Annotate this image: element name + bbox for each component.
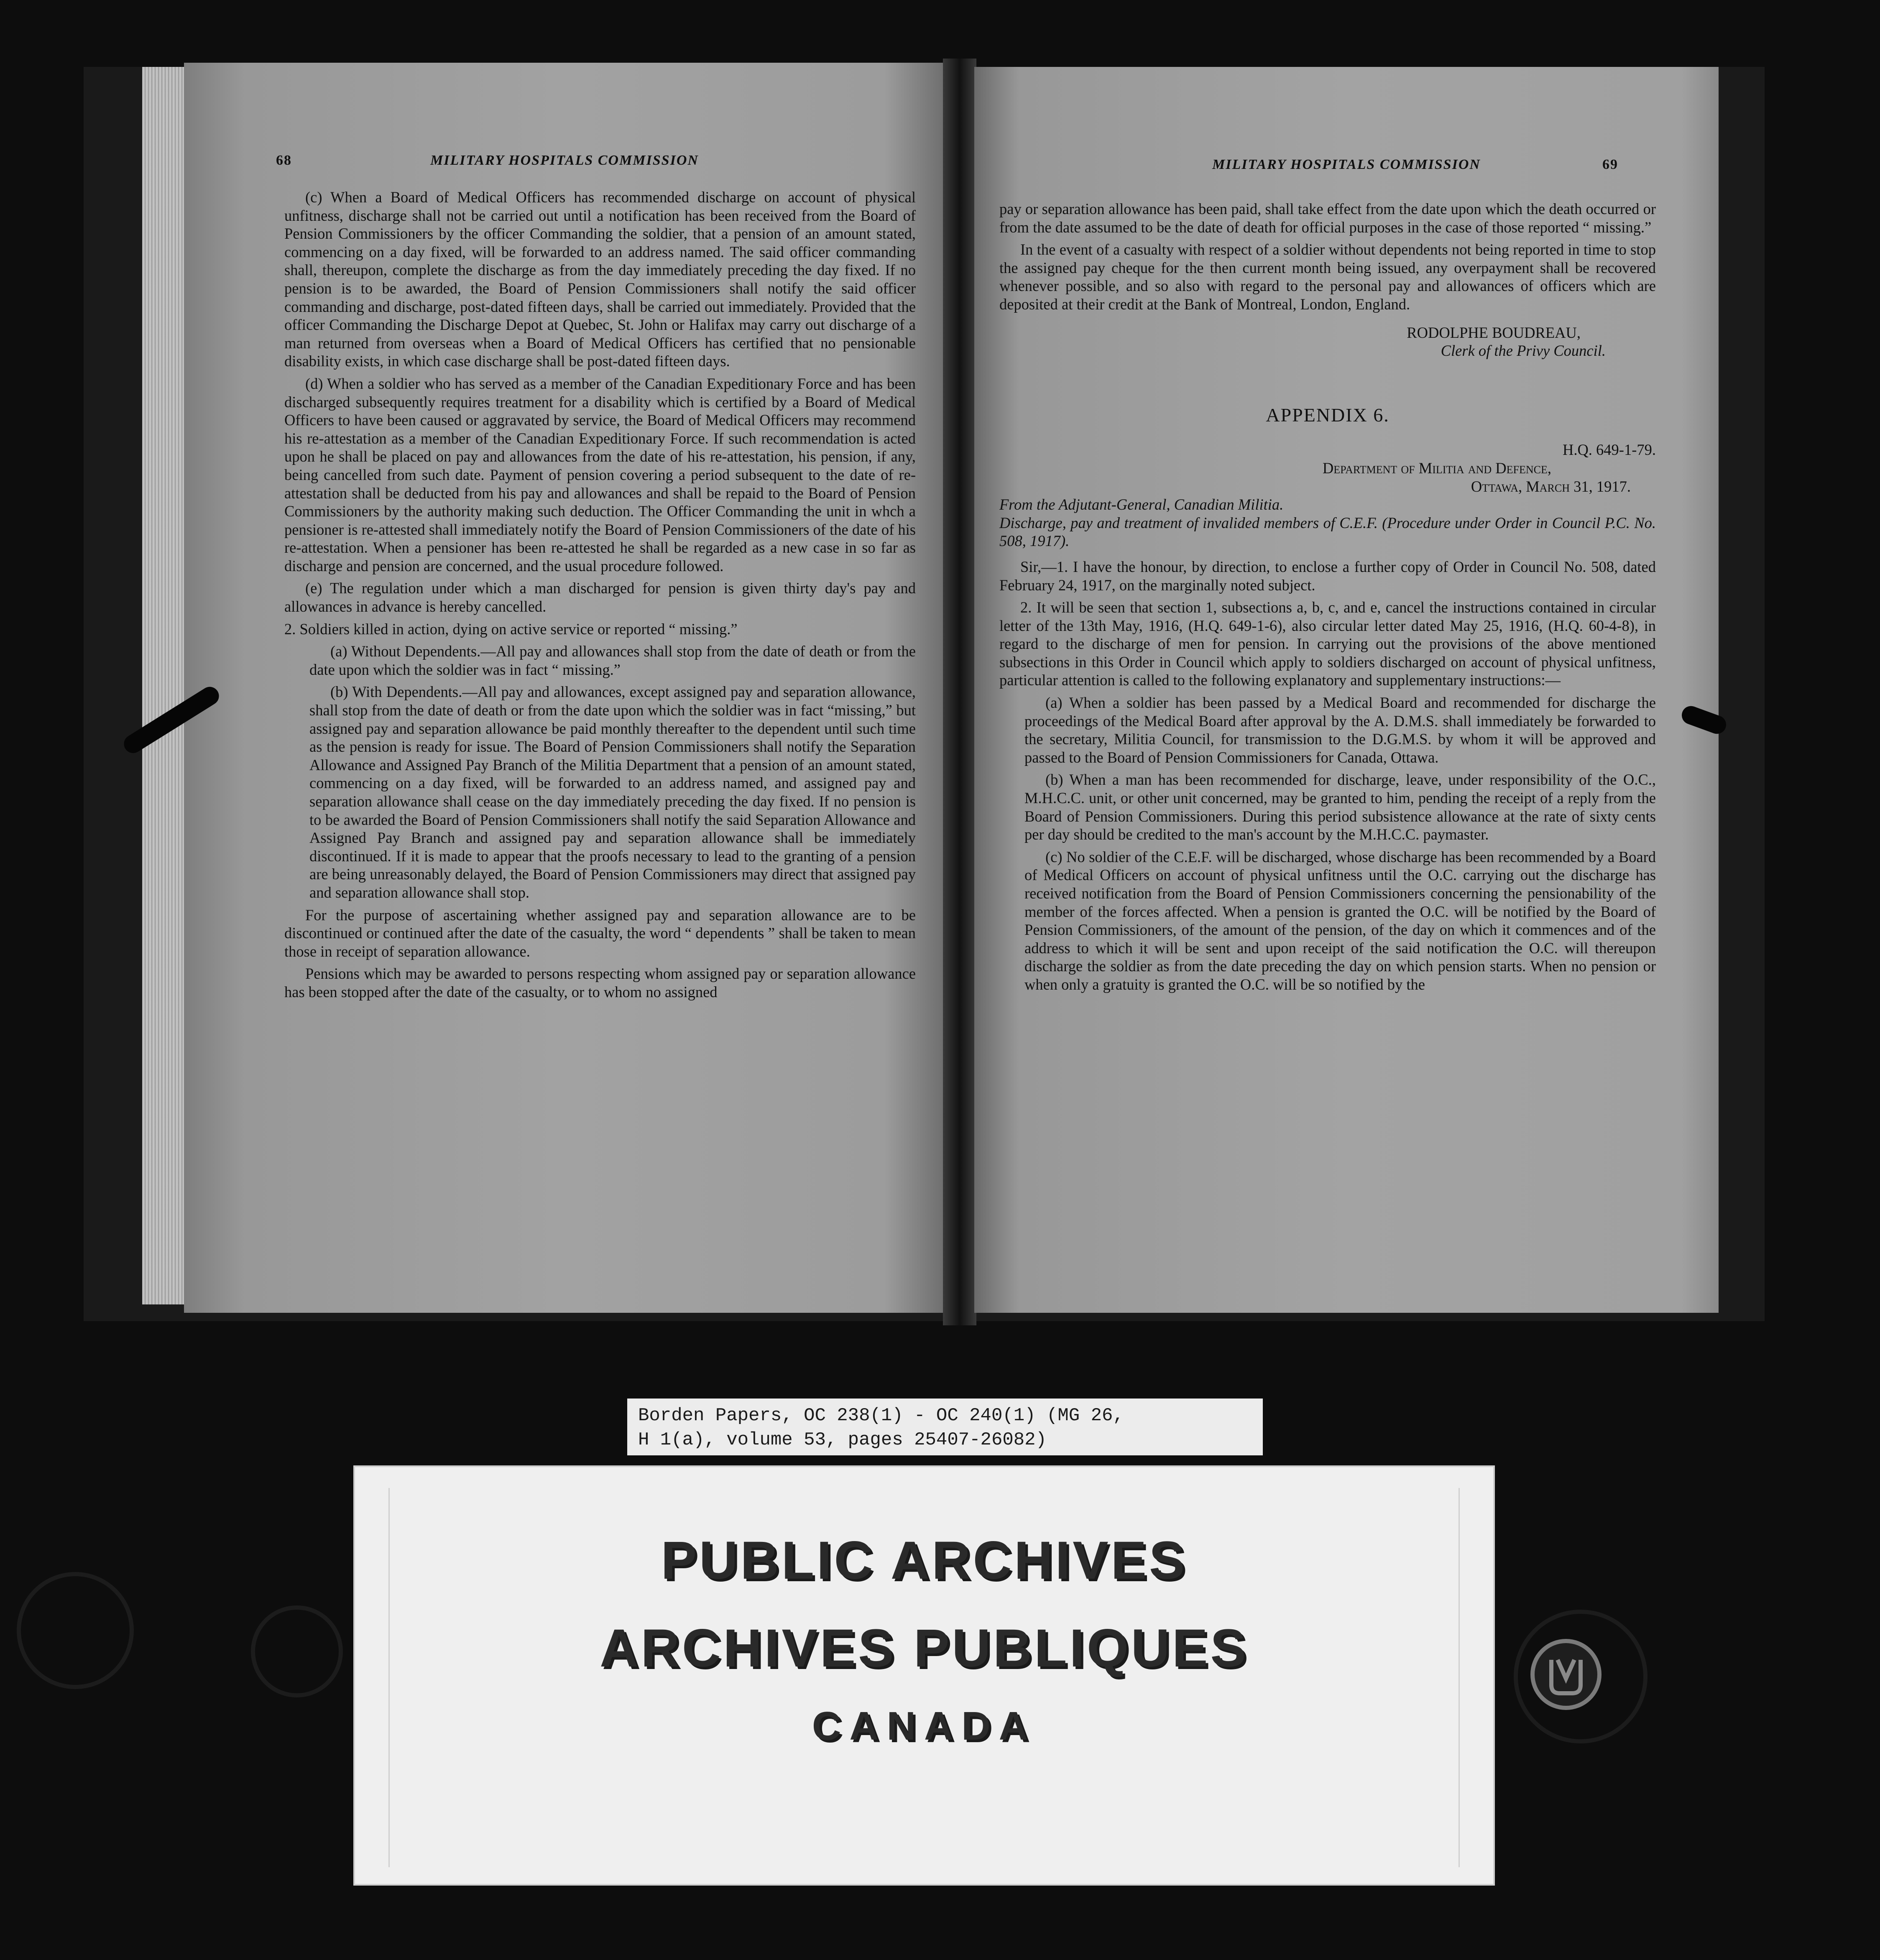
archive-title-en: PUBLIC ARCHIVES xyxy=(661,1531,1188,1590)
reference-line-2: H 1(a), volume 53, pages 25407-26082) xyxy=(638,1429,1047,1450)
book-gutter xyxy=(943,59,976,1325)
file-reference: H.Q. 649-1-79. xyxy=(1562,441,1656,459)
reference-label xyxy=(627,1399,1263,1455)
paragraph: (d) When a soldier who has served as a member of the Canadian Expeditionary Force and has been discharged subsequently requires treatment for a disability which is certified by a Board of Medical Officers to have been caused or aggravated by service, the Board of Medical Officers may recommend his re-attestation as a member of the Canadian Expeditionary Force. If such recommendation is acted upon he shall be placed on pay and allowances from the date of his re-attestation, his pension, if any, being cancelled from such date. Payment of pension covering a period subsequent to the date of re-attestation shall be deducted from his pay and allowances and shall be repaid to the Board of Pension Commissioners by the authority making such deduction. The Officer Commanding the unit in whch a pensioner is re-attested shall immediately notify the Board of Pension Commissioners of the date of his re-attestation. When a pensioner has been re-attested he shall be regarded as a new case in so far as discharge and pension are concerned, and the usual procedure followed. xyxy=(284,375,916,574)
background-ring-decoration xyxy=(17,1572,134,1689)
right-running-head xyxy=(974,157,1719,182)
department-line: Department of Militia and Defence, xyxy=(1322,459,1551,477)
paragraph: (c) When a Board of Medical Officers has recommended discharge on account of physical unfitness, discharge shall not be carried out until a notification has been received from the Board of Pension Commissioners by the officer Commanding the soldier, that a pension of an amount stated, commencing on a day fixed, will be forwarded to an address named. The said officer commanding shall, thereupon, complete the discharge as from the day immediately preceding the day fixed. If no pension is to be awarded, the Board of Pension Commissioners shall notify the said officer commanding and discharge, post-dated fifteen days, shall be carried out immediately. Provided that the officer Commanding the Discharge Depot at Quebec, St. John or Halifax may carry out discharge of a man returned from overseas when a Board of Medical Officers has certified that no pensionable disability exists, in which case discharge shall be post-dated fifteen days. xyxy=(284,189,916,370)
left-page-body xyxy=(284,188,916,1006)
paragraph: (b) With Dependents.—All pay and allowances, except assigned pay and separation allowance, shall stop from the date of death or from the date upon which the soldier was in fact “missing,” but assigned pay and separation allowance be paid monthly thereafter to the dependent until such time as the pension is ready for issue. The Board of Pension Commissioners shall notify the Separation Allowance and Assigned Pay Branch of the Militia Department that a pension of an amount stated, commencing on a day fixed, will be forwarded to an address named, and assigned pay and separation allowance shall cease on the day immediately preceding the day fixed. If no pension is to be awarded the Board of Pension Commissioners shall notify the said Separation Allowance and Assigned Pay Branch and assigned pay and separation allowance shall be immediately discontinued. If it is made to appear that the proofs necessary to lead to the granting of a pension are being unreasonably delayed, the Board of Pension Commissioners may direct that assigned pay and separation allowance shall stop. xyxy=(309,683,916,901)
reference-line-1: Borden Papers, OC 238(1) - OC 240(1) (MG 26, xyxy=(638,1405,1124,1426)
paragraph: For the purpose of ascertaining whether assigned pay and separation allowance are to be discontinued or continued after the date of the casualty, the word “ dependents ” shall be taken to mean those in receipt of separation allowance. xyxy=(284,906,916,960)
paragraph: Pensions which may be awarded to persons respecting whom assigned pay or separation allowance has been stopped after the date of the casualty, or to whom no assigned xyxy=(284,965,916,1000)
paragraph: (e) The regulation under which a man discharged for pension is given thirty day's pay and allowances in advance is hereby cancelled. xyxy=(284,579,916,615)
appendix-title: APPENDIX 6. xyxy=(1266,404,1390,426)
from-line: From the Adjutant-General, Canadian Militia. xyxy=(999,496,1284,513)
paragraph: Sir,—1. I have the honour, by direction, to enclose a further copy of Order in Council No. 508, dated February 24, 1917, on the marginally noted subject. xyxy=(999,558,1656,594)
right-page-number: 69 xyxy=(1602,157,1618,172)
paragraph: (b) When a man has been recommended for discharge, leave, under responsibility of the O.C., M.H.C.C. unit, or other unit concerned, may be granted to him, pending the receipt of a reply from the Board of Pension Commissioners. During this period subsistence allowance at the rate of sixty cents per day should be credited to the man's account by the M.H.C.C. paymaster. xyxy=(1024,771,1656,843)
left-running-head xyxy=(184,153,945,178)
right-page xyxy=(974,67,1719,1313)
paragraph: pay or separation allowance has been paid, shall take effect from the date upon which the death occurred or from the date assumed to be the date of death for official purposes in the case of those reported “ missing.” xyxy=(999,200,1656,236)
paragraph: (a) Without Dependents.—All pay and allowances shall stop from the date of death or from the date upon which the soldier was in fact “ missing.” xyxy=(309,643,916,678)
signature-block xyxy=(999,324,1631,360)
signatory-name: RODOLPHE BOUDREAU, xyxy=(1407,324,1581,341)
paragraph: 2. It will be seen that section 1, subsections a, b, c, and e, cancel the instructions contained in circular letter of the 13th May, 1916, (H.Q. 649-1-6), also circular letter dated May 25, 1916, (H.Q. 60-4-8), in regard to the discharge of men for pension. In carrying out the provisions of the above mentioned subsections in this Order in Council which apply to soldiers discharged on account of physical unfitness, particular attention is called to the following explanatory and supplementary instructions:— xyxy=(999,599,1656,689)
archive-title-fr: ARCHIVES PUBLIQUES xyxy=(600,1618,1249,1678)
signatory-role: Clerk of the Privy Council. xyxy=(1441,342,1606,360)
left-page xyxy=(184,63,945,1313)
page-edges xyxy=(142,67,188,1304)
paragraph: (c) No soldier of the C.E.F. will be discharged, whose discharge has been recommended by a Board of Medical Officers on account of physical unfitness until the O.C. carrying out the discharge has received notification from the Board of Pension Commissioners concerning the pensionability of the member of the forces affected. When a pension is granted the O.C. will be notified by the Board of Pension Commissioners, of the amount of the pension, of the day on which it commences and of the address to which it will be sent and upon receipt of the said notification the O.C. will thereupon discharge the soldier as from the date preceding the day on which pension starts. When no pension or when only a gratuity is granted the O.C. will be so notified by the xyxy=(1024,848,1656,993)
left-page-number: 68 xyxy=(276,153,292,168)
background-ring-decoration xyxy=(251,1605,343,1697)
paragraph: In the event of a casualty with respect of a soldier without dependents not being reported in time to stop the assigned pay cheque for the then current month being issued, any overpayment shall be recovered whenever possible, and so also with regard to the personal pay and allowances of officers which are deposited at their credit at the Bank of Montreal, London, England. xyxy=(999,241,1656,313)
place-date-line: Ottawa, March 31, 1917. xyxy=(1471,477,1631,495)
section-heading: 2. Soldiers killed in action, dying on active service or reported “ missing.” xyxy=(284,620,738,638)
right-page-body xyxy=(999,200,1656,998)
archive-card xyxy=(353,1465,1495,1886)
archive-country: CANADA xyxy=(812,1704,1036,1748)
microfilm-logo-icon xyxy=(1530,1639,1602,1710)
subject-line: Discharge, pay and treatment of invalided members of C.E.F. (Procedure under Order in Council P.C. No. 508, 1917). xyxy=(999,514,1656,550)
right-running-title: MILITARY HOSPITALS COMMISSION xyxy=(1212,157,1481,172)
left-running-title: MILITARY HOSPITALS COMMISSION xyxy=(430,153,699,168)
paragraph: (a) When a soldier has been passed by a Medical Board and recommended for discharge the proceedings of the Medical Board after approval by the A. D.M.S. shall immediately be forwarded to the secretary, Militia Council, for transmission to the D.G.M.S. by whom it will be approved and passed to the Board of Pension Commissioners for Canada, Ottawa. xyxy=(1024,694,1656,766)
